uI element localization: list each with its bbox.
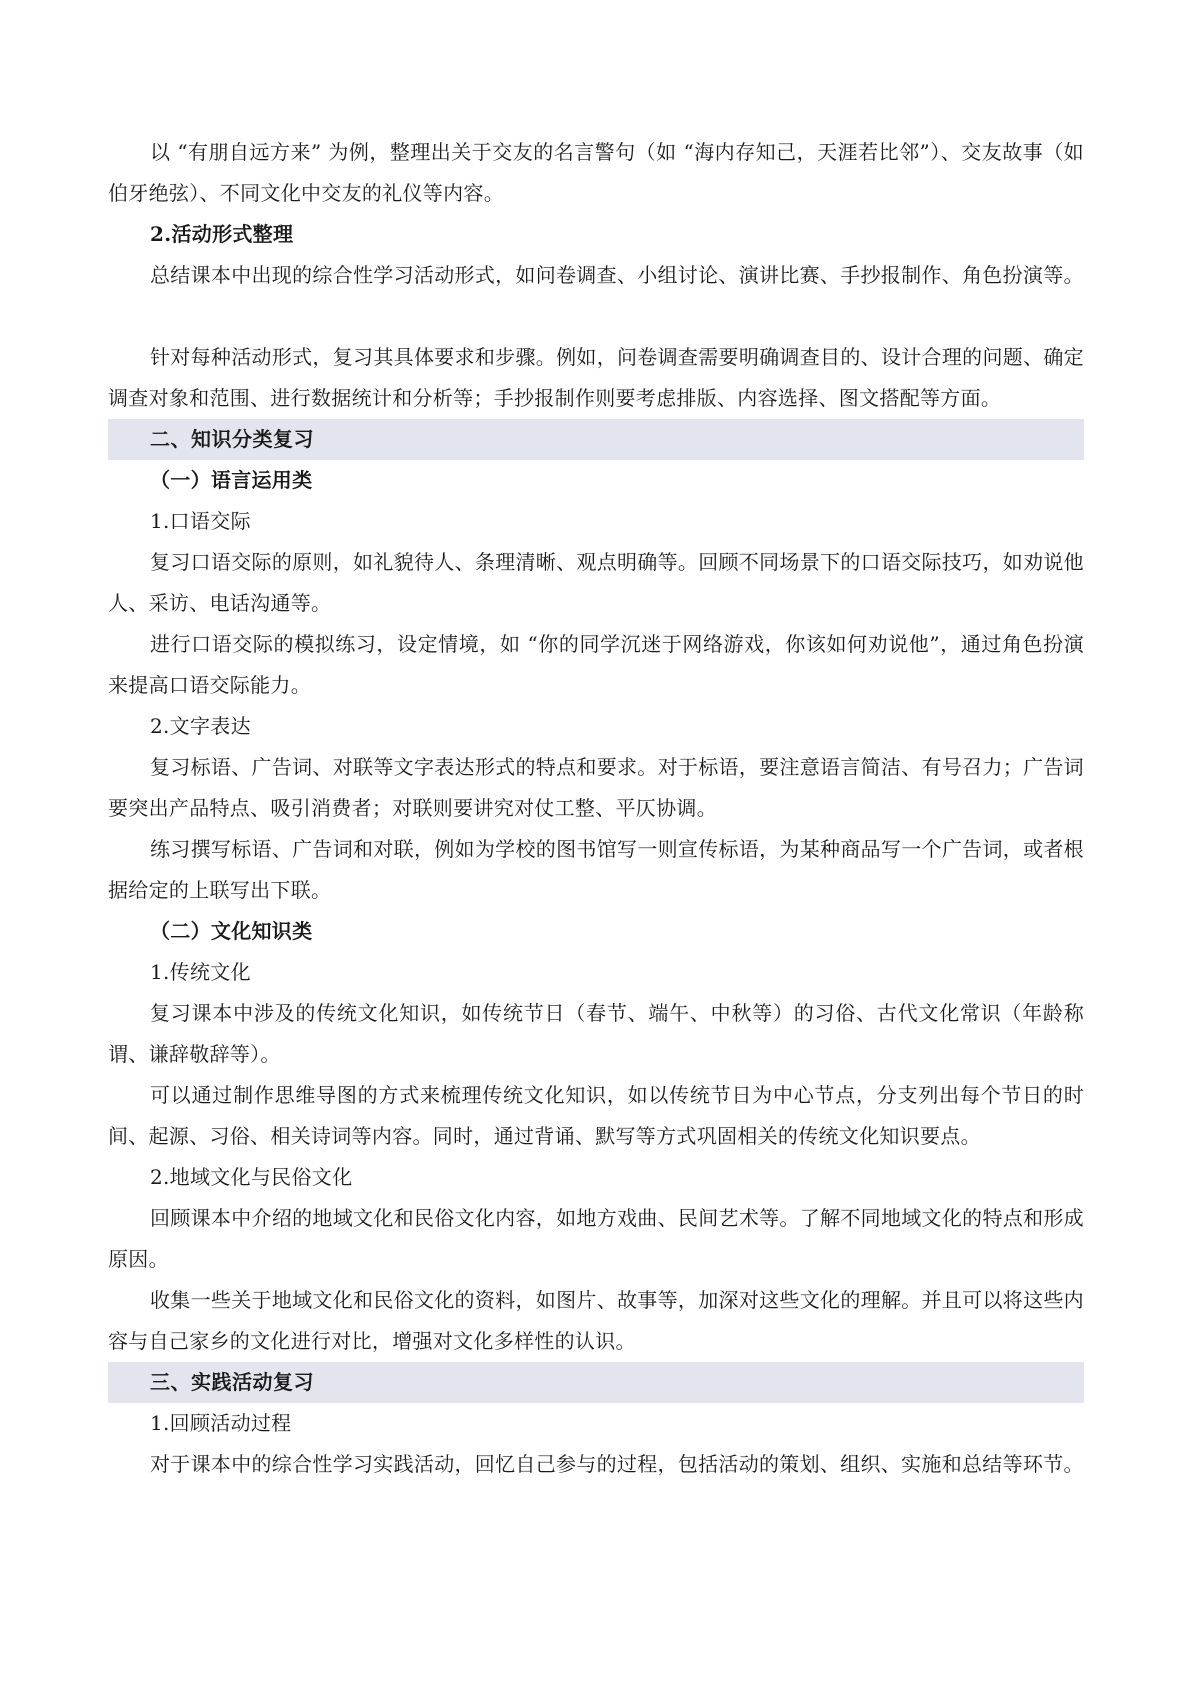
paragraph-activity-requirements: 针对每种活动形式，复习其具体要求和步骤。例如，问卷调查需要明确调查目的、设计合理的问题、确定调查对象和范围、进行数据统计和分析等；手抄报制作则要考虑排版、内容选择、图文搭配等方面。 xyxy=(108,345,1084,410)
item-title-written-expression: 2.文字表达 xyxy=(150,714,251,738)
paragraph-written-practice: 练习撰写标语、广告词和对联，例如为学校的图书馆写一则宣传标语，为某种商品写一个广告词，或者根据给定的上联写出下联。 xyxy=(108,837,1084,902)
section-heading-text: 三、实践活动复习 xyxy=(150,1370,314,1394)
paragraph-activity-forms-summary: 总结课本中出现的综合性学习活动形式，如问卷调查、小组讨论、演讲比赛、手抄报制作、角色扮演等。 xyxy=(150,263,1084,287)
paragraph-friendship-materials: 以 “有朋自远方来” 为例，整理出关于交友的名言警句（如 “海内存知己，天涯若比邻”）、交友故事（如伯牙绝弦）、不同文化中交友的礼仪等内容。 xyxy=(108,140,1084,205)
item-title-regional-folk-culture: 2.地域文化与民俗文化 xyxy=(150,1165,353,1189)
item-title-oral-communication: 1.口语交际 xyxy=(150,509,251,533)
paragraph-culture-comparison: 收集一些关于地域文化和民俗文化的资料，如图片、故事等，加深对这些文化的理解。并且可以将这些内容与自己家乡的文化进行对比，增强对文化多样性的认识。 xyxy=(108,1288,1084,1353)
paragraph-mind-map-method: 可以通过制作思维导图的方式来梳理传统文化知识，如以传统节日为中心节点，分支列出每个节日的时间、起源、习俗、相关诗词等内容。同时，通过背诵、默写等方式巩固相关的传统文化知识要点。 xyxy=(108,1083,1084,1148)
paragraph-traditional-knowledge: 复习课本中涉及的传统文化知识，如传统节日（春节、端午、中秋等）的习俗、古代文化常识（年龄称谓、谦辞敬辞等）。 xyxy=(108,1001,1084,1066)
paragraph-oral-practice: 进行口语交际的模拟练习，设定情境，如 “你的同学沉迷于网络游戏，你该如何劝说他”，通过角色扮演来提高口语交际能力。 xyxy=(108,632,1084,697)
paragraph-activity-recall: 对于课本中的综合性学习实践活动，回忆自己参与的过程，包括活动的策划、组织、实施和总结等环节。 xyxy=(150,1452,1084,1476)
item-title-review-process: 1.回顾活动过程 xyxy=(150,1411,292,1435)
section-heading-text: 二、知识分类复习 xyxy=(150,427,314,451)
paragraph-regional-culture-review: 回顾课本中介绍的地域文化和民俗文化内容，如地方戏曲、民间艺术等。了解不同地域文化的特点和形成原因。 xyxy=(108,1206,1084,1271)
item-title-traditional-culture: 1.传统文化 xyxy=(150,960,251,984)
section-heading-knowledge-review xyxy=(108,419,1084,460)
paragraph-written-forms: 复习标语、广告词、对联等文字表达形式的特点和要求。对于标语，要注意语言简洁、有号召力；广告词要突出产品特点、吸引消费者；对联则要讲究对仗工整、平仄协调。 xyxy=(108,755,1084,820)
section-heading-practice-review xyxy=(108,1362,1084,1403)
paragraph-oral-principles: 复习口语交际的原则，如礼貌待人、条理清晰、观点明确等。回顾不同场景下的口语交际技巧，如劝说他人、采访、电话沟通等。 xyxy=(108,550,1084,615)
category-title-cultural-knowledge: （二）文化知识类 xyxy=(150,919,313,943)
category-title-language-use: （一）语言运用类 xyxy=(150,468,313,492)
subsection-title-activity-forms: 2.活动形式整理 xyxy=(150,222,294,246)
